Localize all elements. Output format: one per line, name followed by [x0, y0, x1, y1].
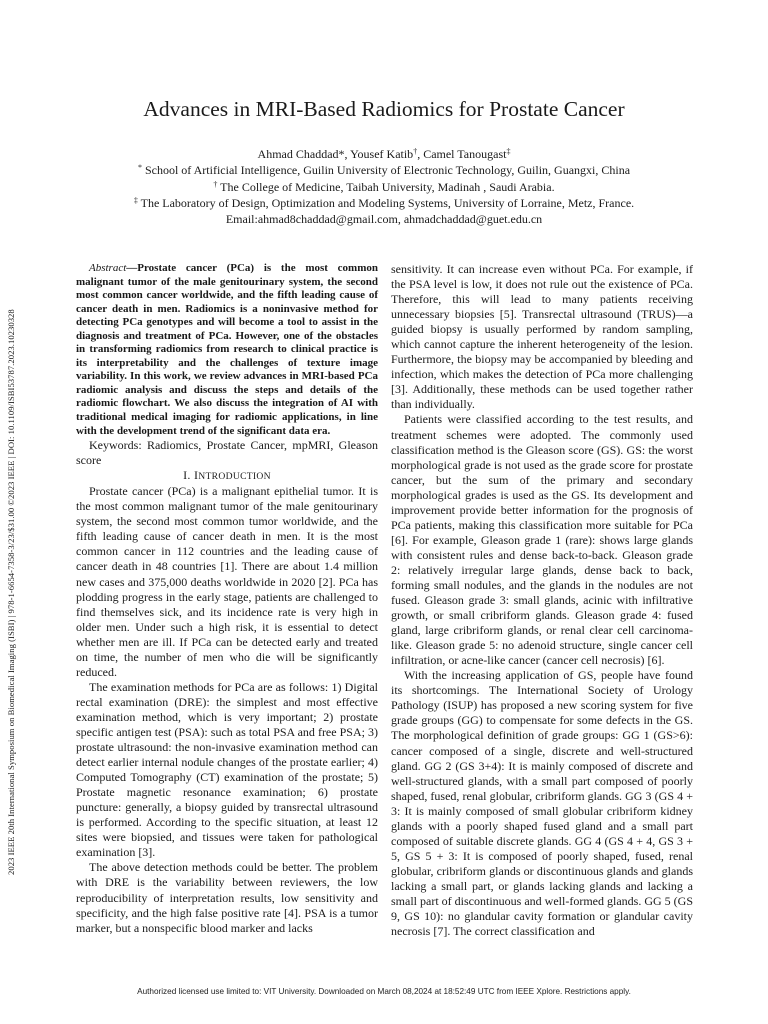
author-names-text: Ahmad Chaddad*, Yousef Katib: [257, 147, 414, 161]
paragraph: sensitivity. It can increase even without PCa. For example, if the PSA level is low, it does not rule out the existence of PCa. Therefore, this will lead to many patients receiving unnecessary biopsies [5]. Transrectal ultrasound (TRUS)—a guided biopsy is usually performed by random sampling, which cannot capture the inherent heterogeneity of the lesion. Furthermore, the biopsy may be accompanied by bleeding and infection, which makes the detection of PCa more challenging [3]. Additionally, these methods can be used together rather than individually.: [391, 262, 693, 412]
affiliation-text: The College of Medicine, Taibah University, Madinah , Saudi Arabia.: [217, 179, 555, 194]
author-block: [0, 146, 768, 227]
author-names: [0, 146, 768, 162]
section-number: I. I: [183, 468, 199, 483]
keywords: Keywords: Radiomics, Prostate Cancer, mpMRI, Gleason score: [76, 438, 378, 468]
paragraph: The above detection methods could be better. The problem with DRE is the variability between reviewers, the low reproducibility of interpretation results, low sensitivity and specificity, and the high false positive rate [4]. PSA is a tumor marker, but a nonspecific blood marker and lacks: [76, 860, 378, 935]
doi-sidebar-text: 2023 IEEE 20th International Symposium on Biomedical Imaging (ISBI) | 978-1-6654-7358-3/23/$31.00 ©2023 IEEE | DOI: 10.1109/ISBI53787.2023.10230328: [6, 309, 16, 875]
contact-email: Email:ahmad8chaddad@gmail.com, ahmadchaddad@guet.edu.cn: [225, 212, 543, 227]
author-mark: †: [413, 147, 418, 156]
left-column: [76, 262, 378, 936]
doi-sidebar: [6, 175, 32, 875]
section-title: NTRODUCTION: [198, 471, 271, 483]
abstract: [76, 262, 378, 438]
paragraph: The examination methods for PCa are as follows: 1) Digital rectal examination (DRE): the simplest and most effective examination method, which is very important; 2) prostate specific antigen test (PSA): such as total PSA and free PSA; 3) prostate ultrasound: the non-invasive examination method can detect earlier internal nodule changes of the prostate earlier; 4) Computed Tomography (CT) examination of the prostate; 5) Prostate magnetic resonance examination; 6) prostate puncture: generally, a biopsy guided by transrectal ultrasound is performed. According to the specific situation, at least 12 sites were biopsied, and tissues were taken for pathological examination [3].: [76, 679, 378, 860]
affiliation-3: [0, 195, 768, 211]
affiliation-2: [0, 179, 768, 195]
affiliation-text: School of Artificial Intelligence, Guilin University of Electronic Technology, Guilin, Guangxi, China: [141, 163, 631, 178]
author-names-text: , Camel Tanougast: [417, 147, 507, 161]
author-mark: ‡: [506, 147, 511, 156]
right-column: [391, 262, 693, 939]
affiliation-text: The Laboratory of Design, Optimization and Modeling Systems, University of Lorraine, Metz, France.: [137, 195, 635, 210]
abstract-text: —Prostate cancer (PCa) is the most common malignant tumor of the male genitourinary system, the second most common cancer worldwide, and the fifth leading cause of cancer death in men. Radiomics is a noninvasive method for detecting PCa genotypes and will become a tool to assist in the diagnosis and treatment of PCa. However, one of the obstacles in transforming radiomics from research to clinical practice is its interpretability and the challenges of texture image variability. In this work, we review advances in MRI-based PCa radiomic analysis and discuss the steps and details of the radiomic flowchart. We also discuss the integration of AI with traditional medical imaging for radiomic applications, in line with the development trend of the significant data era.: [76, 262, 378, 437]
paragraph: Patients were classified according to the test results, and treatment schemes were adopted. The commonly used classification method is the Gleason score (GS). GS: the worst morphological grade is not used as the grade score for prostate cancer, but the sum of the primary and secondary morphological grades is used as the GS. Its development and improvement provide better information for the prognosis of PCa patients, making this classification more suitable for PCa [6]. For example, Gleason grade 1 (rare): shows large glands with consistent rules and dense back-to-back. Gleason grade 2: relatively irregular large glands, dense back to back, forming small nodules, and the glands in the nodules are not fused. Gleason grade 3: small glands, acinic with infiltrative growth, or small cribriform glands. Gleason grade 4: fused gland, large cribriform glands, or renal clear cell carcinoma-like. Gleason grade 5: no adenoid structure, single cancer cell infiltration, or acne-like cancer (cancer cell necrosis) [6].: [391, 412, 693, 668]
section-heading-introduction: [76, 468, 378, 484]
abstract-label: Abstract: [89, 262, 127, 274]
license-footer: Authorized licensed use limited to: VIT University. Downloaded on March 08,2024 at 18:52:49 UTC from IEEE Xplore. Restrictions apply.: [137, 987, 631, 996]
paragraph: With the increasing application of GS, people have found its shortcomings. The International Society of Urology Pathology (ISUP) has proposed a new scoring system for five grade groups (GG) to compensate for some defects in the GS. The morphological definition of grade groups: GG 1 (GS>6): cancer composed of a single, discrete and well-structured gland. GG 2 (GS 3+4): It is mainly composed of discrete and well-structured glands, with a small part composed of poorly shaped, fused, renal globular, cribriform glands. GG 3 (GS 4 + 3: It is mainly composed of small globular cribriform kidney glands with a poorly shaped fused gland and a small part composed of suitable discrete glands. GG 4 (GS 4 + 4, GS 3 + 5, GS 5 + 3: It is composed of poorly shaped, fused, renal globular, cribriform glands or discontinuous glands and glands lacking a small part, or glands lacking glands and lacking a small part of discontinuous and well-formed glands. GG 5 (GS 9, GS 10): no glandular cavity formation or glandular cavity necrosis [7]. The correct classification and: [391, 668, 693, 939]
affiliation-mark: *: [137, 163, 142, 173]
affiliation-1: [0, 162, 768, 178]
paper-title: Advances in MRI-Based Radiomics for Prostate Cancer: [143, 97, 625, 121]
affiliation-mark: †: [213, 179, 218, 189]
paragraph: Prostate cancer (PCa) is a malignant epithelial tumor. It is the most common malignant tumor of the male genitourinary system, the second most common tumor worldwide, and the fifth leading cause of cancer death in men. It is the most common cancer in 112 countries and the leading cause of cancer death in 48 countries [1]. There are about 1.4 million new cases and 375,000 deaths worldwide in 2020 [2]. PCa has plodding progress in the early stage, patients are challenged to find themselves sick, and its incidence rate is very high in older men. Under such a high risk, it is essential to detect whether men are ill. If PCa can be detected early and treated on time, the number of men who die will be significantly reduced.: [76, 484, 378, 679]
affiliation-mark: ‡: [133, 195, 138, 205]
